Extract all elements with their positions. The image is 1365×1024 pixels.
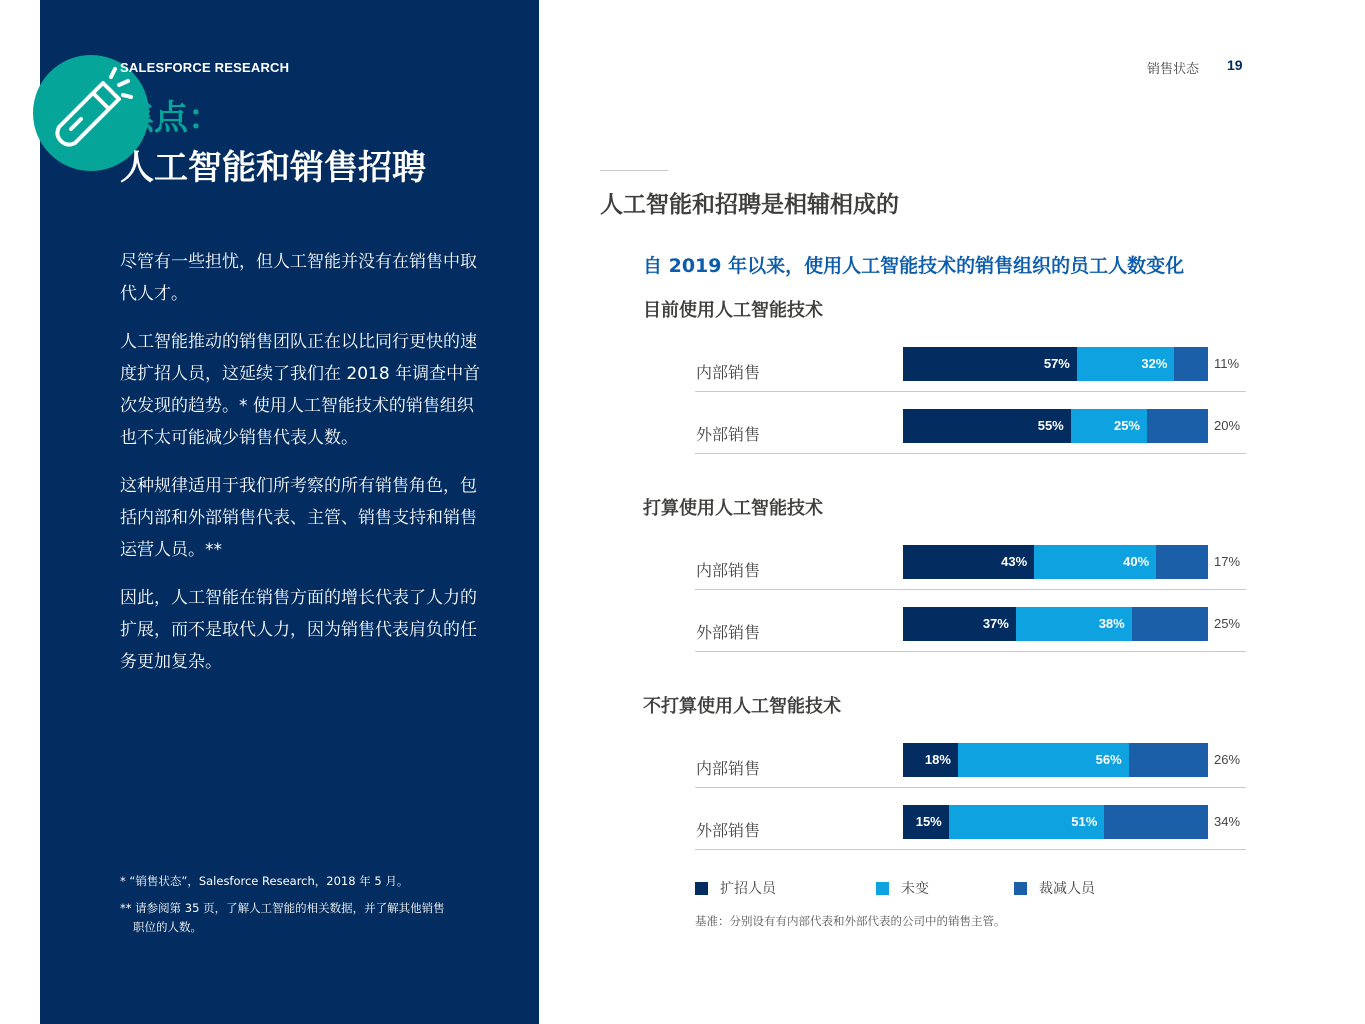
- data-label: 57%: [1043, 356, 1070, 371]
- legend-swatch: [876, 882, 889, 895]
- data-label: 56%: [1095, 752, 1122, 767]
- data-label: 11%: [1214, 356, 1240, 371]
- bar-segment-hire: [903, 409, 1071, 443]
- row-divider: [695, 453, 1246, 454]
- data-label: 15%: [915, 814, 942, 829]
- row-label: 内部销售: [696, 363, 761, 382]
- page-number: 19: [1227, 57, 1243, 73]
- legend-swatch: [695, 882, 708, 895]
- paragraph: 这种规律适用于我们所考察的所有销售角色，包括内部和外部销售代表、主管、销售支持和销售运营人员。**: [120, 476, 477, 560]
- legend-item-cut: [1014, 878, 1095, 898]
- bar-segment-same: [1016, 607, 1132, 641]
- data-label: 40%: [1123, 554, 1150, 569]
- row-divider: [695, 787, 1246, 788]
- row-divider: [695, 849, 1246, 850]
- row-label: 内部销售: [696, 759, 761, 778]
- paragraph: 因此，人工智能在销售方面的增长代表了人力的扩展，而不是取代人力，因为销售代表肩负的任务更加复杂。: [120, 588, 477, 672]
- section-label: 销售状态: [1147, 62, 1200, 77]
- data-label: 55%: [1037, 418, 1064, 433]
- paragraph: 人工智能推动的销售团队正在以比同行更快的速度扩招人员，这延续了我们在 2018 年调查中首次发现的趋势。* 使用人工智能技术的销售组织也不太可能减少销售代表人数。: [120, 332, 481, 448]
- bar-segment-same: [1077, 347, 1175, 381]
- legend-swatch: [1014, 882, 1027, 895]
- legend-label: 未变: [901, 881, 929, 897]
- stacked-bar: [903, 347, 1208, 381]
- section-title: 人工智能和招聘是相辅相成的: [600, 192, 899, 218]
- data-label: 51%: [1071, 814, 1098, 829]
- bar-segment-same: [958, 743, 1129, 777]
- stacked-bar: [903, 805, 1208, 839]
- data-label: 25%: [1113, 418, 1140, 433]
- legend-label: 裁减人员: [1039, 881, 1095, 897]
- legend-label: 扩招人员: [720, 881, 776, 897]
- legend-item-unchanged: [876, 878, 929, 898]
- chart-title: 自 2019 年以来，使用人工智能技术的销售组织的员工人数变化: [643, 255, 1185, 277]
- bar-segment-cut: [1132, 607, 1208, 641]
- bar-segment-hire: [903, 607, 1016, 641]
- footnotes: [120, 872, 450, 945]
- row-label: 外部销售: [696, 821, 761, 840]
- group-title: 不打算使用人工智能技术: [643, 696, 841, 717]
- row-label: 内部销售: [696, 561, 761, 580]
- data-label: 32%: [1141, 356, 1168, 371]
- divider: [600, 170, 668, 171]
- group-title: 目前使用人工智能技术: [643, 300, 823, 321]
- base-note: 基准：分别设有有内部代表和外部代表的公司中的销售主管。: [695, 914, 1006, 928]
- data-label: 20%: [1214, 418, 1241, 433]
- row-divider: [695, 391, 1246, 392]
- bar-segment-same: [1034, 545, 1156, 579]
- bar-segment-cut: [1104, 805, 1208, 839]
- bar-segment-cut: [1174, 347, 1208, 381]
- bar-segment-hire: [903, 805, 949, 839]
- footnote: * “销售状态”，Salesforce Research，2018 年 5 月。: [120, 874, 409, 888]
- body-text: [120, 246, 482, 694]
- data-label: 26%: [1214, 752, 1241, 767]
- footnote: ** 请参阅第 35 页，了解人工智能的相关数据，并了解其他销售职位的人数。: [120, 901, 445, 934]
- title-line-2: 人工智能和销售招聘: [120, 148, 426, 188]
- bar-segment-cut: [1156, 545, 1208, 579]
- kicker: SALESFORCE RESEARCH: [120, 60, 290, 75]
- row-divider: [695, 589, 1246, 590]
- stacked-bar: [903, 743, 1208, 777]
- data-label: 18%: [924, 752, 951, 767]
- bar-segment-hire: [903, 743, 958, 777]
- row-label: 外部销售: [696, 623, 761, 642]
- row-divider: [695, 651, 1246, 652]
- bar-segment-hire: [903, 545, 1034, 579]
- bar-segment-same: [1071, 409, 1147, 443]
- row-label: 外部销售: [696, 425, 761, 444]
- left-panel: [40, 0, 539, 1024]
- legend-item-hire: [695, 878, 776, 898]
- stacked-bar: [903, 607, 1208, 641]
- data-label: 37%: [982, 616, 1009, 631]
- data-label: 34%: [1214, 814, 1241, 829]
- data-label: 38%: [1098, 616, 1125, 631]
- data-label: 43%: [1001, 554, 1028, 569]
- data-label: 17%: [1214, 554, 1241, 569]
- stacked-bar: [903, 409, 1208, 443]
- title-line-1: 焦点：: [120, 98, 222, 138]
- stacked-bar: [903, 545, 1208, 579]
- group-title: 打算使用人工智能技术: [643, 498, 823, 519]
- paragraph: 尽管有一些担忧，但人工智能并没有在销售中取代人才。: [120, 252, 477, 304]
- bar-segment-same: [949, 805, 1105, 839]
- bar-segment-hire: [903, 347, 1077, 381]
- data-label: 25%: [1214, 616, 1241, 631]
- bar-segment-cut: [1147, 409, 1208, 443]
- bar-segment-cut: [1129, 743, 1208, 777]
